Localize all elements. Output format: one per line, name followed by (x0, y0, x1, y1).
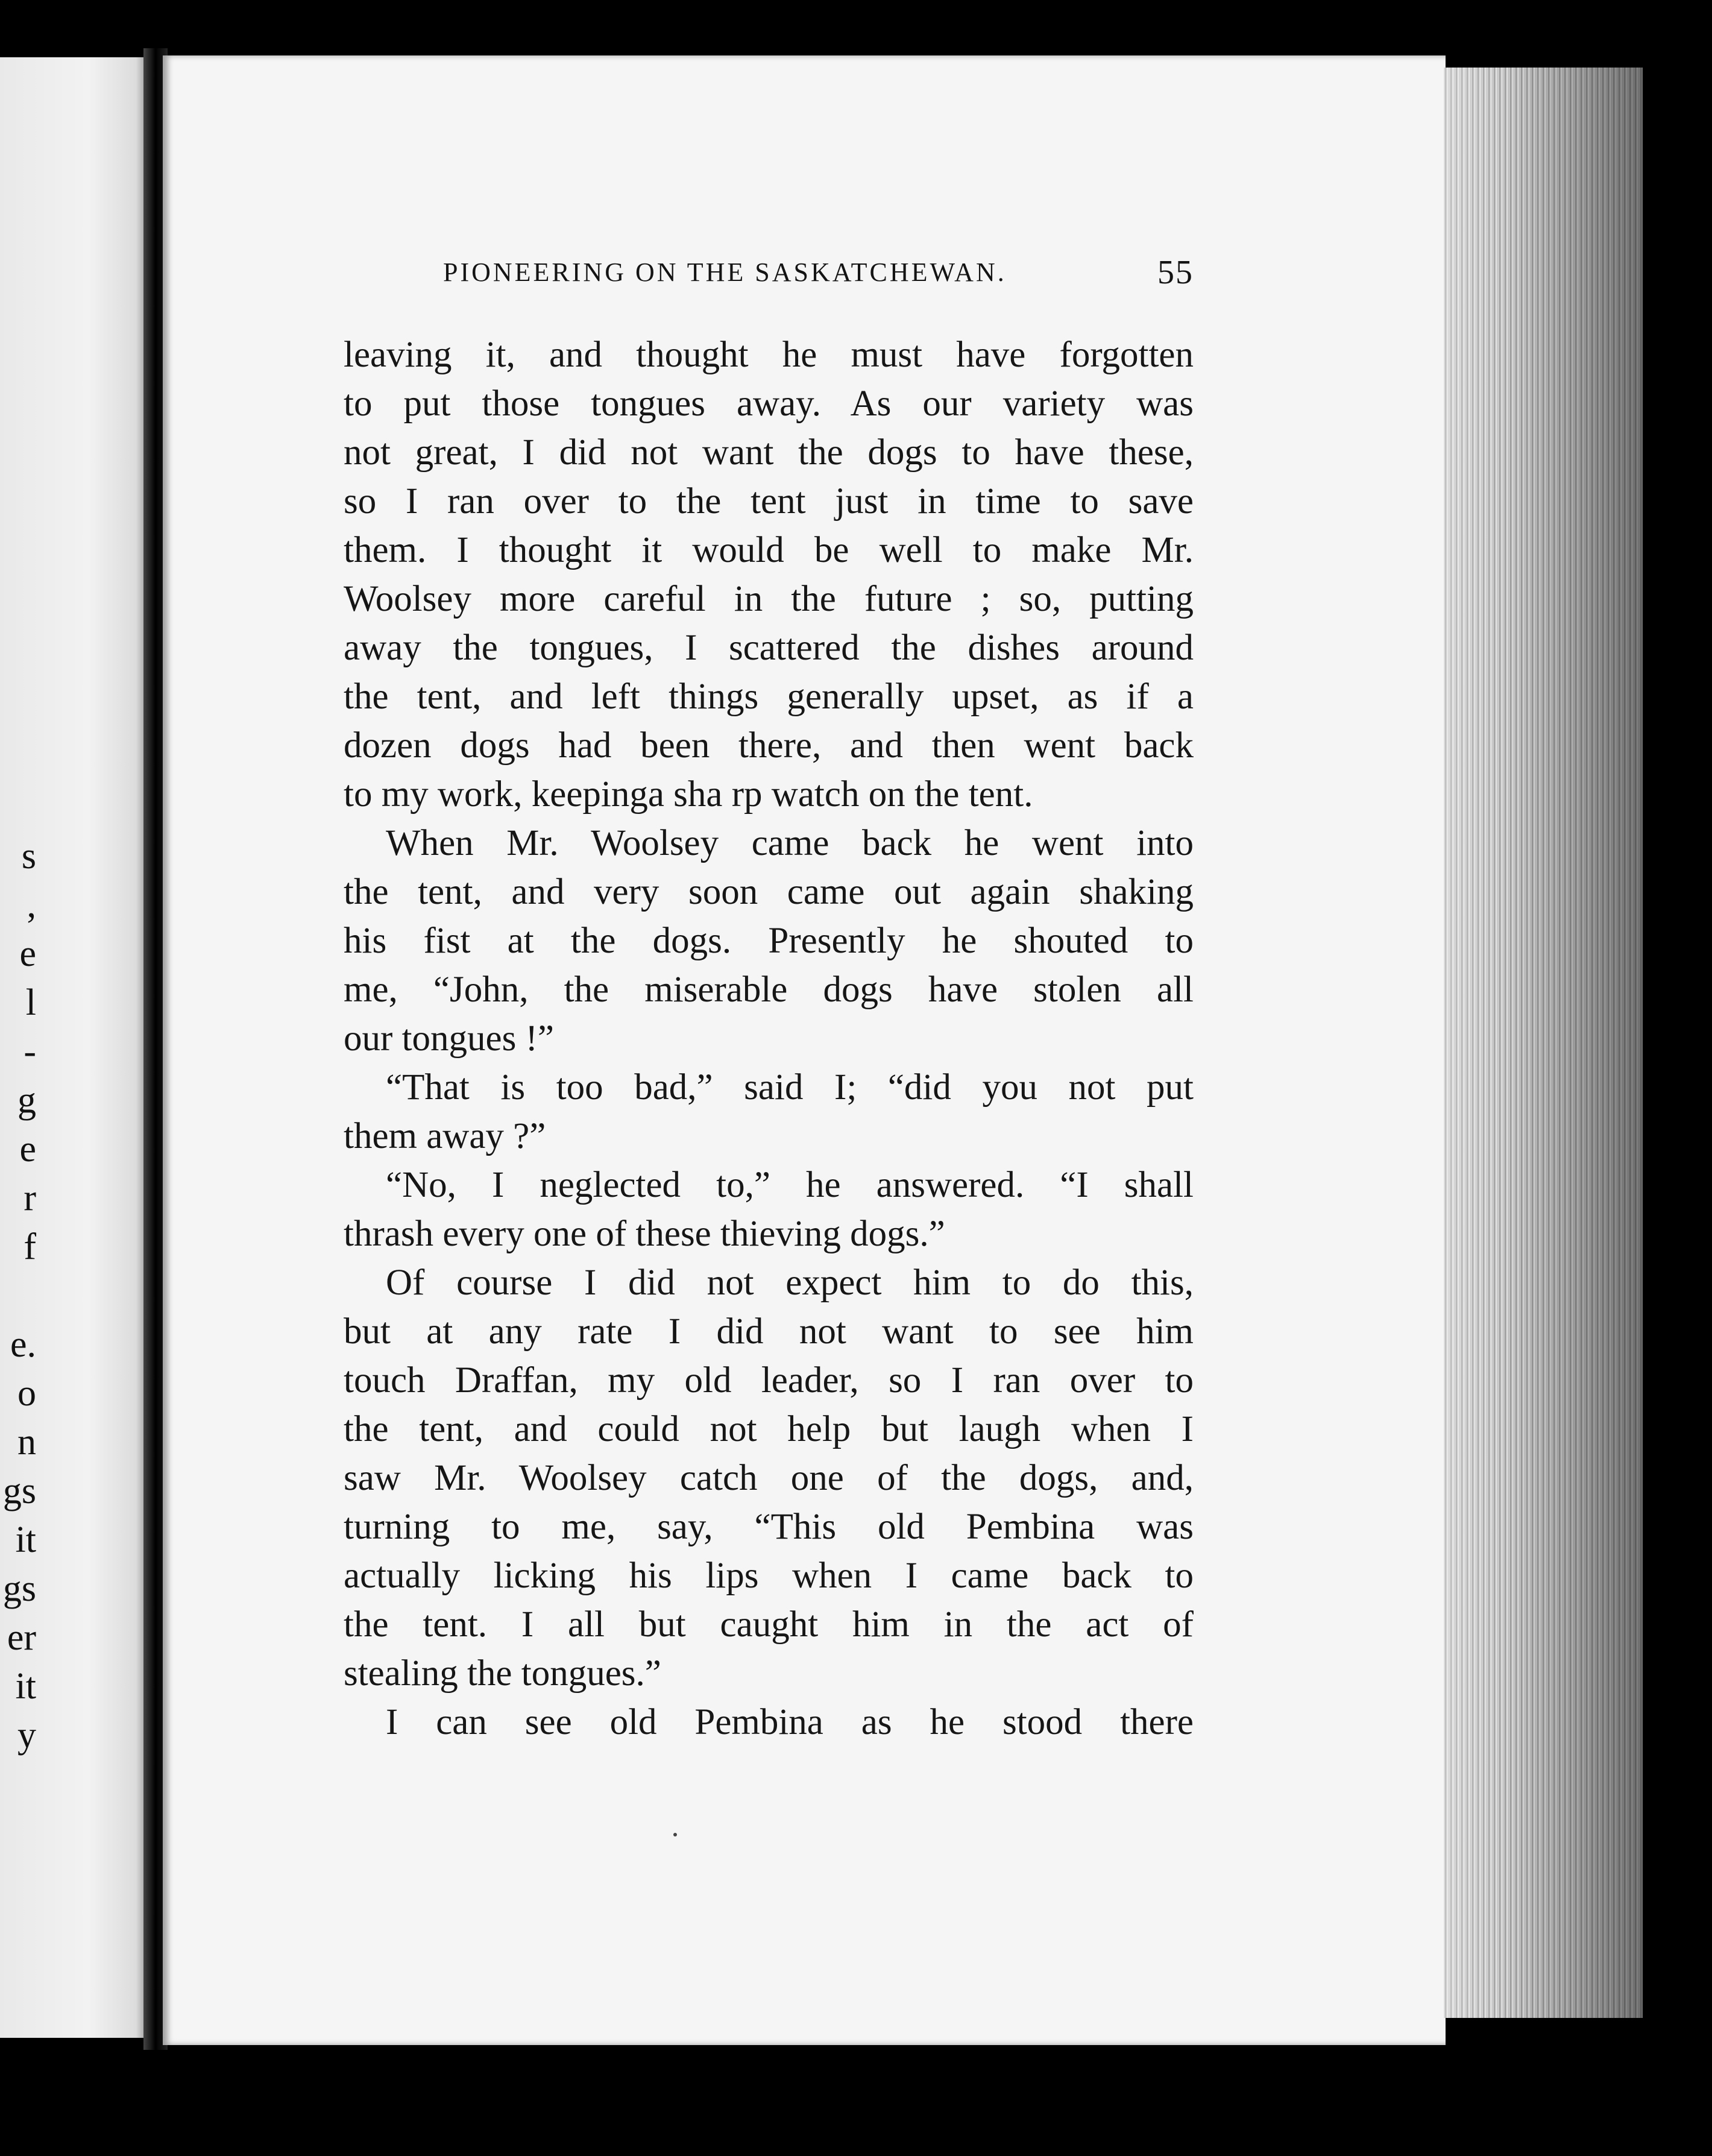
running-title: PIONEERING ON THE SASKATCHEWAN. (443, 257, 1007, 287)
left-fragment: it (15, 1519, 36, 1560)
left-fragment: gs (2, 1470, 36, 1511)
left-fragment: it (15, 1666, 36, 1707)
left-fragment: er (7, 1617, 36, 1658)
left-fragment: gs (2, 1568, 36, 1609)
text-line: to my work, keepinga sha rp watch on the tent. (344, 774, 1033, 815)
text-line: actually licking his lips when I came back to (344, 1556, 1194, 1596)
left-fragment: g (17, 1080, 36, 1121)
running-head (443, 253, 1194, 295)
text-line: dozen dogs had been there, and then went back (344, 725, 1194, 766)
text-line: turning to me, say, “This old Pembina was (344, 1507, 1194, 1547)
text-line: “That is too bad,” said I; “did you not put (386, 1067, 1194, 1108)
left-fragment: e. (10, 1324, 36, 1365)
text-line: to put those tongues away. As our variety was (344, 383, 1194, 424)
text-line: thrash every one of these thieving dogs.” (344, 1214, 945, 1254)
left-fragment: r (24, 1177, 36, 1218)
paper-speck (673, 1833, 677, 1836)
text-line: stealing the tongues.” (344, 1653, 661, 1694)
text-line: saw Mr. Woolsey catch one of the dogs, and, (344, 1458, 1194, 1498)
left-page-text-fragments (0, 832, 36, 1760)
text-line: “No, I neglected to,” he answered. “I shall (386, 1165, 1194, 1205)
left-fragment: y (17, 1715, 36, 1756)
text-line: the tent, and very soon came out again shaking (344, 872, 1194, 912)
text-line: our tongues !” (344, 1018, 554, 1059)
left-fragment (0, 1272, 36, 1320)
text-line: them away ?” (344, 1116, 546, 1156)
left-fragment: , (27, 884, 36, 925)
text-line: me, “John, the miserable dogs have stolen all (344, 969, 1194, 1010)
left-fragment: e (19, 1129, 36, 1170)
text-line: the tent, and left things generally upset, as if a (344, 676, 1194, 717)
page-edge-shading (1444, 68, 1643, 2018)
text-line: but at any rate I did not want to see him (344, 1311, 1194, 1352)
text-line: Woolsey more careful in the future ; so, putting (344, 579, 1194, 619)
text-line: away the tongues, I scattered the dishes around (344, 628, 1194, 668)
text-line: the tent. I all but caught him in the act of (344, 1604, 1194, 1645)
left-fragment: - (24, 1031, 36, 1072)
left-fragment: n (17, 1422, 36, 1463)
text-line: his fist at the dogs. Presently he shouted to (344, 921, 1194, 961)
text-line: leaving it, and thought he must have forgotten (344, 335, 1194, 375)
body-text (344, 330, 1194, 1747)
text-line: the tent, and could not help but laugh when I (344, 1409, 1194, 1449)
text-line: not great, I did not want the dogs to have these, (344, 432, 1194, 473)
text-line: touch Draffan, my old leader, so I ran over to (344, 1360, 1194, 1401)
text-line: I can see old Pembina as he stood there (386, 1702, 1194, 1742)
text-line: them. I thought it would be well to make Mr. (344, 530, 1194, 570)
left-fragment: e (19, 933, 36, 974)
left-fragment: s (21, 836, 36, 877)
left-fragment: l (25, 982, 36, 1023)
text-line: When Mr. Woolsey came back he went into (386, 823, 1194, 863)
page-number: 55 (1157, 254, 1194, 291)
text-line: so I ran over to the tent just in time to save (344, 481, 1194, 522)
text-line: Of course I did not expect him to do this, (386, 1262, 1194, 1303)
left-fragment: f (24, 1226, 36, 1267)
left-fragment: o (17, 1373, 36, 1414)
